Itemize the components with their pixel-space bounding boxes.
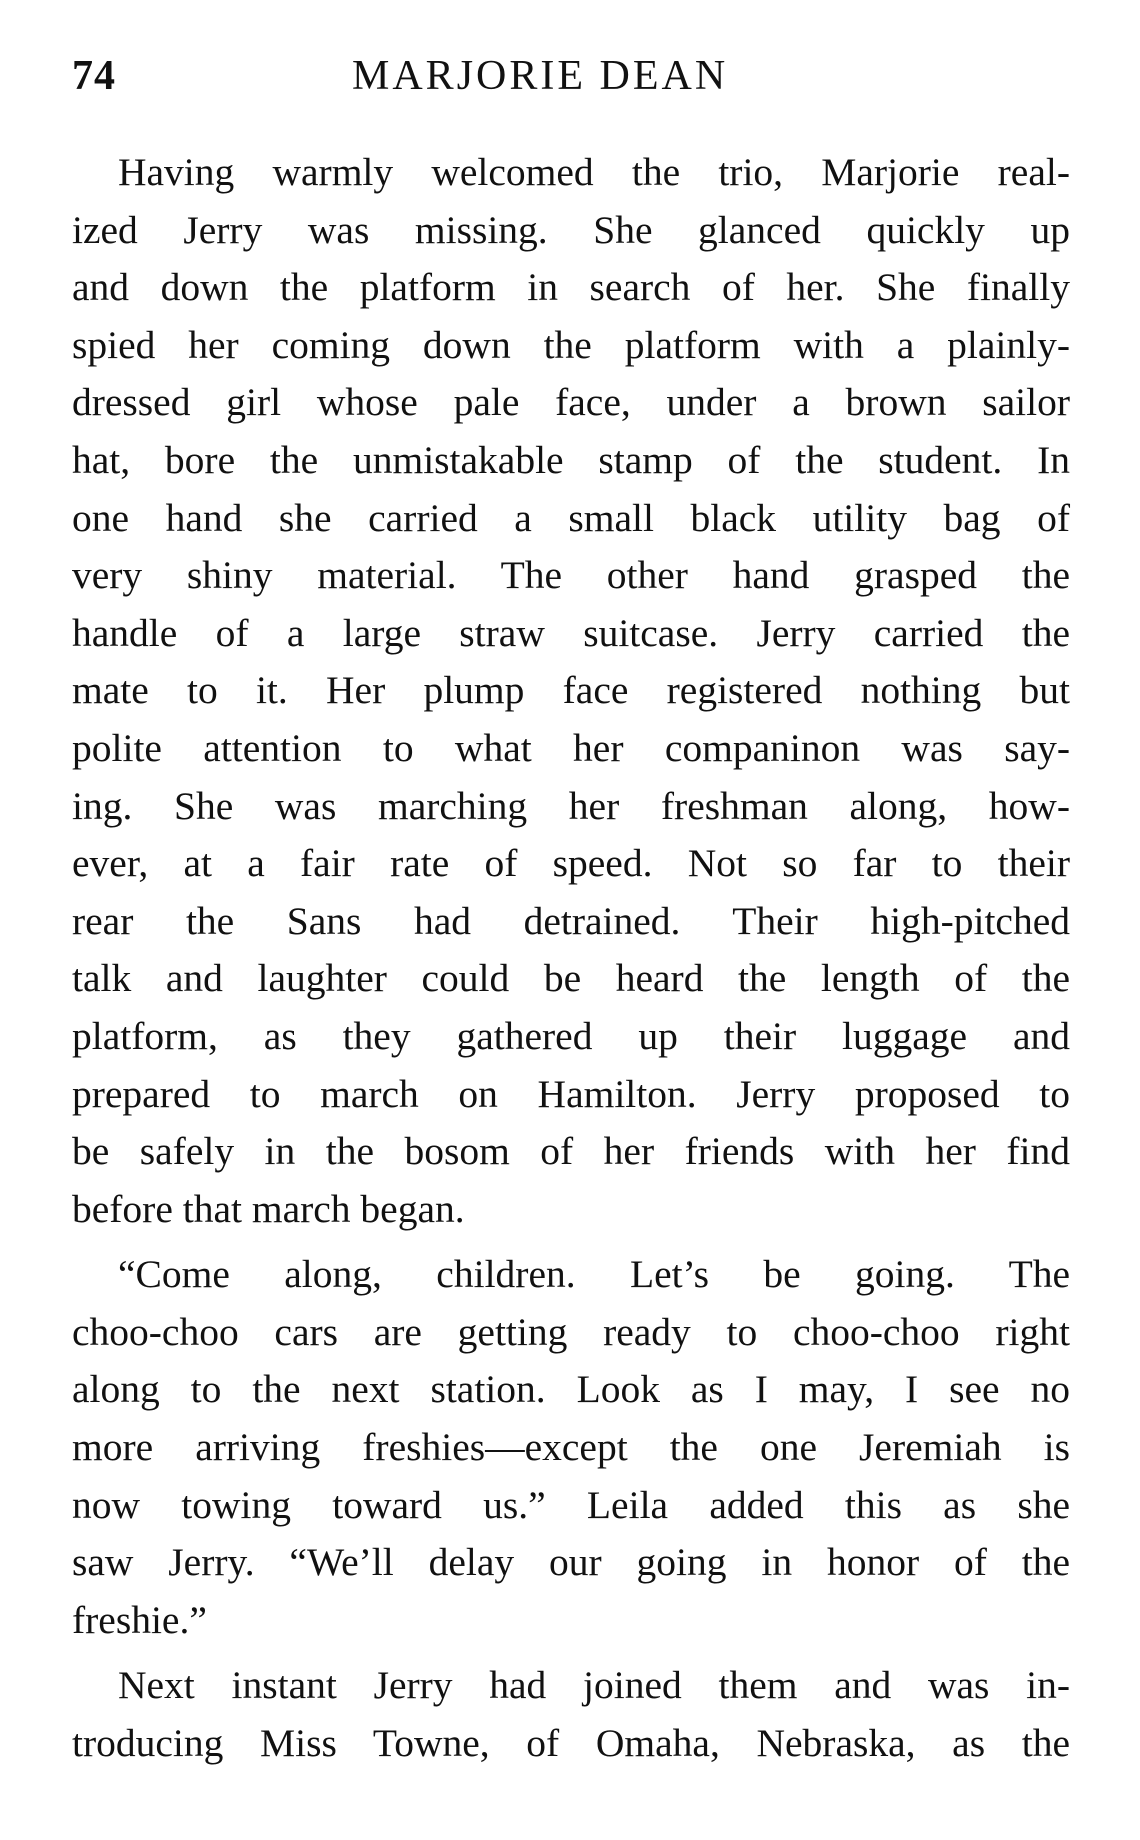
text-line: saw Jerry. “We’ll delay our going in honor of the (72, 1540, 1070, 1585)
text-line: one hand she carried a small black utility bag of (72, 495, 1070, 540)
text-line: along to the next station. Look as I may, I see no (72, 1367, 1070, 1412)
text-line: “Come along, children. Let’s be going. The (118, 1252, 1070, 1297)
text-line: dressed girl whose pale face, under a brown sailor (72, 380, 1070, 425)
paragraph-1 (72, 144, 1070, 1238)
text-line: hat, bore the unmistakable stamp of the student. In (72, 437, 1070, 482)
text-line: Next instant Jerry had joined them and was in- (118, 1663, 1070, 1708)
text-line: ized Jerry was missing. She glanced quickly up (72, 207, 1070, 252)
text-line: talk and laughter could be heard the length of the (72, 956, 1070, 1001)
text-line: now towing toward us.” Leila added this as she (72, 1482, 1070, 1527)
text-line: choo-choo cars are getting ready to choo-choo right (72, 1309, 1070, 1354)
text-line: very shiny material. The other hand grasped the (72, 553, 1070, 598)
text-line: platform, as they gathered up their luggage and (72, 1013, 1070, 1058)
text-line: ever, at a fair rate of speed. Not so far to their (72, 841, 1070, 886)
text-line: Having warmly welcomed the trio, Marjorie real- (118, 150, 1070, 194)
paragraph-3 (72, 1657, 1070, 1772)
body-text (72, 144, 1070, 1773)
text-line: freshie.” (72, 1597, 207, 1642)
text-line: and down the platform in search of her. She finally (72, 265, 1070, 310)
text-line: be safely in the bosom of her friends with her find (72, 1129, 1070, 1174)
paragraph-2 (72, 1246, 1070, 1649)
text-line: handle of a large straw suitcase. Jerry carried the (72, 610, 1070, 655)
page-number: 74 (72, 53, 116, 99)
page-header (72, 52, 1072, 112)
running-title: MARJORIE DEAN (352, 53, 729, 99)
text-line: more arriving freshies—except the one Jeremiah is (72, 1425, 1070, 1470)
text-line: ing. She was marching her freshman along, how- (72, 783, 1070, 828)
text-line: rear the Sans had detrained. Their high-pitched (72, 898, 1070, 943)
text-line: polite attention to what her companinon was say- (72, 725, 1070, 770)
text-line: troducing Miss Towne, of Omaha, Nebraska, as the (72, 1721, 1070, 1766)
text-line: prepared to march on Hamilton. Jerry proposed to (72, 1071, 1070, 1116)
text-line: spied her coming down the platform with a plainly- (72, 322, 1070, 367)
text-line: before that march began. (72, 1186, 465, 1231)
text-line: mate to it. Her plump face registered nothing but (72, 668, 1070, 713)
